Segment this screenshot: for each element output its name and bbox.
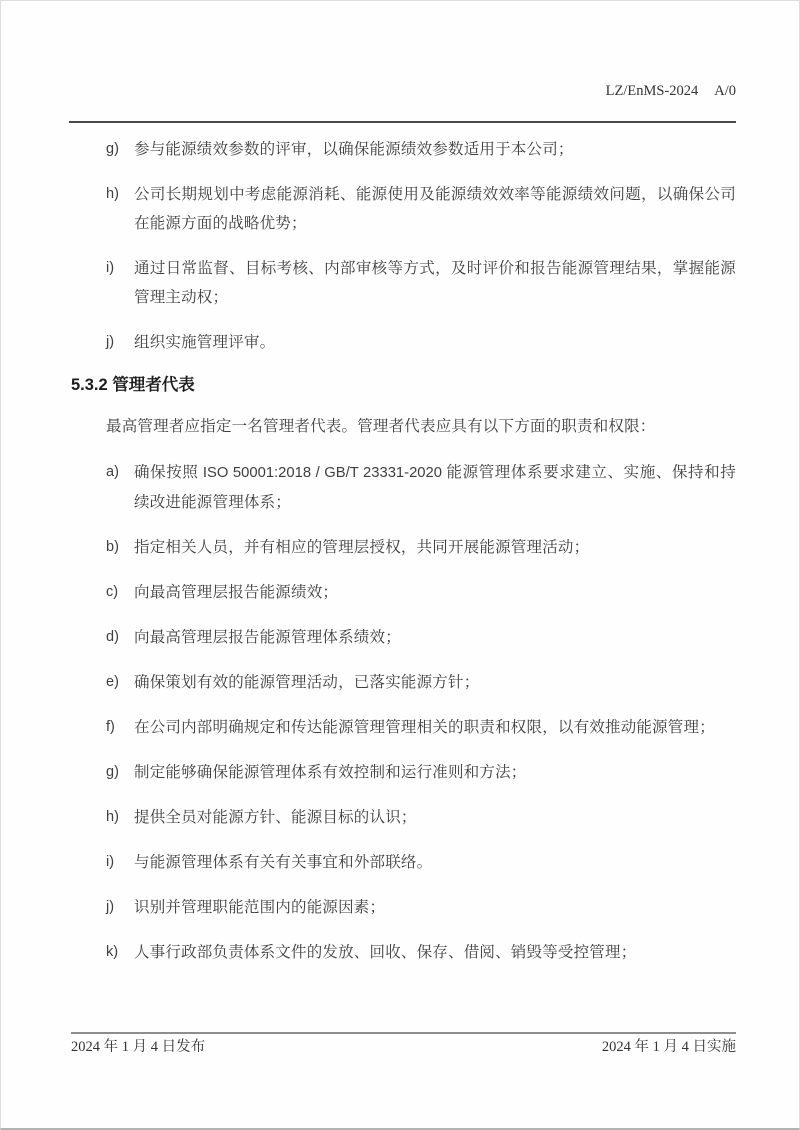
list-item	[71, 578, 736, 607]
footer-effective-date: 2024 年 1 月 4 日实施	[601, 1039, 736, 1055]
list-item	[71, 803, 736, 832]
list-item-text: 提供全员对能源方针、能源目标的认识；	[134, 809, 417, 826]
list-item-text: 向最高管理层报告能源管理体系绩效；	[134, 629, 401, 646]
list-item-text: 在公司内部明确规定和传达能源管理管理相关的职责和权限，以有效推动能源管理；	[134, 719, 715, 736]
list-item	[71, 328, 736, 357]
list-item-marker: h)	[106, 186, 119, 202]
list-item-text: 识别并管理职能范围内的能源因素；	[134, 899, 386, 916]
doc-revision: A/0	[714, 83, 736, 99]
list-item-text: 人事行政部负责体系文件的发放、回收、保存、借阅、销毁等受控管理；	[134, 944, 637, 961]
list-item	[71, 623, 736, 652]
section-intro: 最高管理者应指定一名管理者代表。管理者代表应具有以下方面的职责和权限：	[106, 418, 656, 435]
list-item-marker: c)	[106, 584, 119, 600]
list-item-marker: b)	[106, 539, 119, 555]
list-item-text: 公司长期规划中考虑能源消耗、能源使用及能源绩效效率等能源绩效问题，以确保公司在能源方面的战略优势；	[134, 186, 736, 232]
list-item-marker: g)	[106, 764, 119, 780]
list-item	[71, 458, 736, 517]
list-item-text: 参与能源绩效参数的评审，以确保能源绩效参数适用于本公司；	[134, 141, 574, 158]
list-item	[71, 180, 736, 238]
list-item-marker: k)	[106, 944, 119, 960]
page-header	[69, 64, 736, 123]
list-item-text: 制定能够确保能源管理体系有效控制和运行准则和方法；	[134, 764, 527, 781]
list-item	[71, 938, 736, 967]
list-item-text: 确保策划有效的能源管理活动，已落实能源方针；	[134, 674, 480, 691]
list-item	[71, 533, 736, 562]
list-item-text: 与能源管理体系有关有关事宜和外部联络。	[134, 854, 433, 871]
list-item-marker: f)	[106, 719, 115, 735]
list-item	[71, 668, 736, 697]
section-heading: 5.3.2 管理者代表	[71, 376, 195, 394]
doc-code: LZ/EnMS-2024	[605, 83, 699, 99]
list-item-text: 指定相关人员，并有相应的管理层授权，共同开展能源管理活动；	[134, 539, 590, 556]
list-item-text: 组织实施管理评审。	[134, 334, 276, 351]
list-item-marker: a)	[106, 464, 119, 480]
list-item-marker: j)	[106, 899, 115, 915]
list-item-marker: h)	[106, 809, 119, 825]
page-footer	[71, 1032, 736, 1056]
list-section	[71, 458, 736, 967]
list-item	[71, 893, 736, 922]
list-item	[71, 713, 736, 742]
list-item	[71, 254, 736, 312]
list-item-marker: i)	[106, 854, 115, 870]
list-item	[71, 848, 736, 877]
list-item-text: 通过日常监督、目标考核、内部审核等方式，及时评价和报告能源管理结果，掌握能源管理主动权；	[134, 260, 736, 306]
list-top	[71, 135, 736, 357]
list-item-text: 确保按照 ISO 50001:2018 / GB/T 23331-2020 能源管理体系要求建立、实施、保持和持续改进能源管理体系；	[134, 464, 736, 511]
list-item	[71, 135, 736, 164]
list-item-marker: g)	[106, 141, 119, 157]
list-item	[71, 758, 736, 787]
list-item-text: 向最高管理层报告能源绩效；	[134, 584, 339, 601]
list-item-marker: e)	[106, 674, 119, 690]
footer-issue-date: 2024 年 1 月 4 日发布	[71, 1039, 206, 1055]
list-item-marker: d)	[106, 629, 119, 645]
document-body	[71, 135, 736, 967]
list-item-marker: i)	[106, 260, 115, 276]
list-item-marker: j)	[106, 334, 115, 350]
